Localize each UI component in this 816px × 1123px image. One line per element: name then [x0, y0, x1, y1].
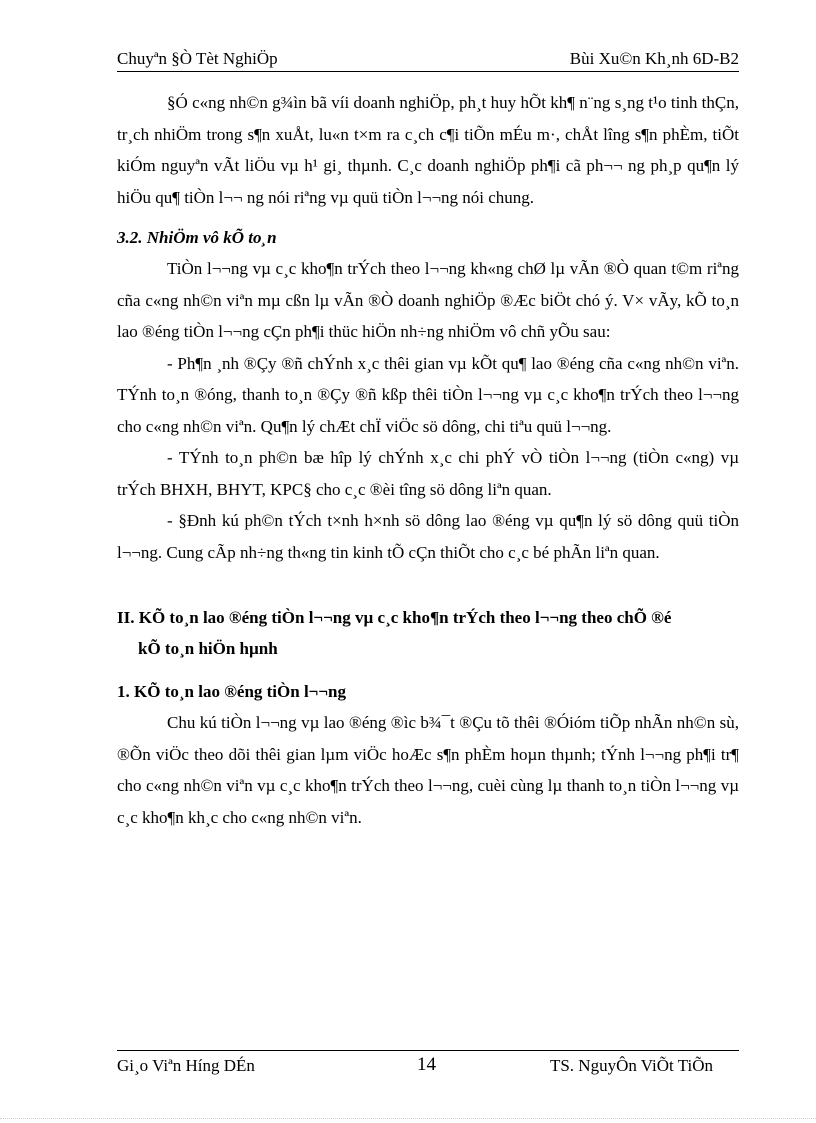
- paragraph-tasks: TiÒn l¬¬ng vµ c¸c kho¶n trÝch theo l¬¬ng kh«ng chØ lµ vÃn ®Ò quan t©m riªng cña c«ng nh©n viªn mµ cßn lµ vÃn ®Ò doanh nghiÖp ®Æc biÖt chó ý. V× vÃy, kÕ to¸n lao ®éng tiÒn l¬¬ng cÇn ph¶i thüc hiÖn nh÷ng nhiÖm vô chñ yÕu sau:: [117, 259, 739, 341]
- bullet-item-2: - TÝnh to¸n ph©n bæ hîp lý chÝnh x¸c chi phÝ vÒ tiÒn l¬¬ng (tiÒn c«ng) vµ trÝch BHXH, BHYT, KPC§ cho c¸c ®èi tîng sö dông liªn quan.: [117, 448, 739, 499]
- page-header: [117, 49, 739, 72]
- footer-advisor-label: Gi¸o Viªn Híng DÉn: [117, 1056, 255, 1075]
- section-heading-3-2: 3.2. NhiÖm vô kÕ to¸n: [117, 228, 277, 247]
- bullet-item-1: - Ph¶n ¸nh ®Çy ®ñ chÝnh x¸c thêi gian vµ kÕt qu¶ lao ®éng cña c«ng nh©n viªn. TÝnh to¸n ®óng, thanh to¸n ®Çy ®ñ kßp thêi tiÒn l¬¬ng vµ c¸c kho¶n trÝch theo l¬¬ng cho c«ng nh©n viªn. Qu¶n lý chÆt chÏ viÖc sö dông, chi tiªu quü l¬¬ng.: [117, 353, 739, 436]
- page-number: 14: [417, 1054, 436, 1075]
- section-heading-II: [117, 602, 739, 664]
- page-bottom-divider: [0, 1118, 816, 1119]
- header-title: Chuyªn §Ò Tèt NghiÖp: [117, 49, 278, 68]
- header-author: Bùi Xu©n Kh¸nh 6D-B2: [569, 49, 739, 68]
- paragraph-intro: §Ó c«ng nh©n g¾ìn bã víi doanh nghiÖp, ph¸t huy hÕt kh¶ n¨ng s¸ng t¹o tinh thÇn, tr¸ch nhiÖm trong s¶n xuÅt, lu«n t×m ra c¸ch c¶i tiÕn mÉu m·, chÅt lîng s¶n phÈm, tiÕt kiÓm nguyªn vÃt liÖu vµ h¹ gi¸ thµnh. C¸c doanh nghiÖp ph¶i cã ph¬¬ ng ph¸p qu¶n lý hiÖu qu¶ tiÒn l¬¬ ng nói riªng vµ quü tiÒn l¬¬ng nói chung.: [117, 93, 739, 207]
- footer-advisor-name: TS. NguyÔn ViÕt TiÕn: [549, 1056, 713, 1075]
- paragraph-cycle: Chu kú tiÒn l¬¬ng vµ lao ®éng ®ìc b¾¯t ®Çu tõ thêi ®Óióm tiÕp nhÃn nh©n sù, ®Õn viÖc theo dõi thêi gian lµm viÖc hoÆc s¶n phÈm hoµn thµnh; tÝnh l¬¬ng ph¶i tr¶ cho c«ng nh©n viªn vµ c¸c kho¶n trÝch theo l¬¬ng, cuèi cùng lµ thanh to¸n tiÒn l¬¬ng vµ c¸c kho¶n kh¸c cho c«ng nh©n viªn.: [117, 713, 739, 827]
- section-heading-1: 1. KÕ to¸n lao ®éng tiÒn l¬¬ng: [117, 682, 347, 701]
- document-body: [117, 87, 739, 833]
- section-heading-II-line2: kÕ to¸n hiÖn hµnh: [138, 639, 278, 658]
- page-footer: [117, 1050, 739, 1081]
- bullet-item-3: - §Ðnh kú ph©n tÝch t×nh h×nh sö dông lao ®éng vµ qu¶n lý sö dông quü tiÒn l¬¬ng. Cung cÃp nh÷ng th«ng tin kinh tÕ cÇn thiÕt cho c¸c bé phÃn liªn quan.: [117, 511, 739, 562]
- section-heading-II-line1: II. KÕ to¸n lao ®éng tiÒn l¬¬ng vµ c¸c kho¶n trÝch theo l¬¬ng theo chÕ ®é: [117, 608, 672, 627]
